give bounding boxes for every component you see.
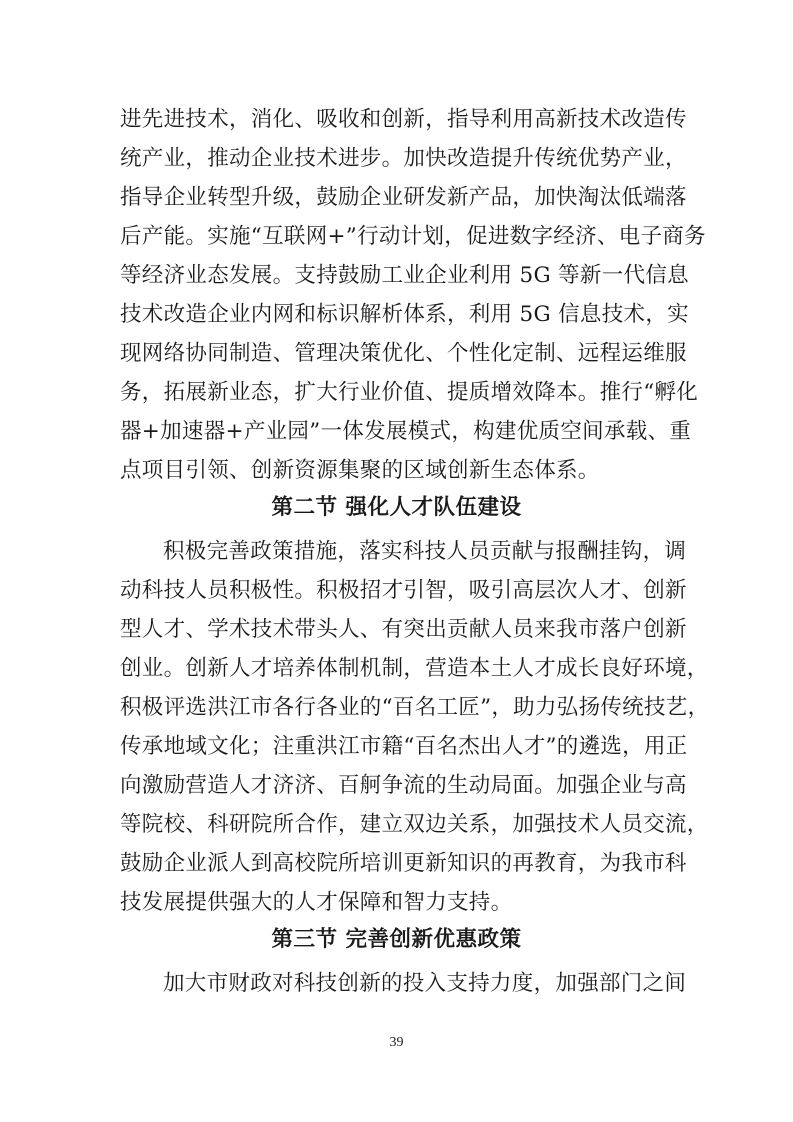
paragraph-line: 创业。创新人才培养体制机制，营造本土人才成长良好环境， xyxy=(120,656,709,681)
paragraph-line: 点项目引领、创新资源集聚的区域创新生态体系。 xyxy=(120,458,600,483)
paragraph-line: 积极评选洪江市各行各业的“百名工匠”，助力弘扬传统技艺， xyxy=(120,695,710,720)
paragraph-line: 向激励营造人才济济、百舸争流的生动局面。加强企业与高 xyxy=(120,773,687,798)
paragraph-line: 指导企业转型升级，鼓励企业研发新产品，加快淘汰低端落 xyxy=(120,185,687,210)
paragraph-line: 器+加速器+产业园”一体发展模式，构建优质空间承载、重 xyxy=(120,419,692,444)
paragraph-line: 型人才、学术技术带头人、有突出贡献人员来我市落户创新 xyxy=(120,617,687,642)
paragraph-line: 统产业，推动企业技术进步。加快改造提升传统优势产业， xyxy=(120,146,687,171)
paragraph-line: 后产能。实施“互联网+”行动计划，促进数字经济、电子商务 xyxy=(120,224,706,249)
paragraph-line: 加大市财政对科技创新的投入支持力度，加强部门之间 xyxy=(163,971,687,996)
paragraph-line: 积极完善政策措施，落实科技人员贡献与报酬挂钩，调 xyxy=(163,539,687,564)
section-heading: 第三节 完善创新优惠政策 xyxy=(271,927,522,952)
paragraph-line: 技发展提供强大的人才保障和智力支持。 xyxy=(120,890,513,915)
paragraph-line: 现网络协同制造、管理决策优化、个性化定制、远程运维服 xyxy=(120,341,687,366)
paragraph-line: 进先进技术，消化、吸收和创新，指导利用高新技术改造传 xyxy=(120,107,687,132)
paragraph-line: 动科技人员积极性。积极招才引智，吸引高层次人才、创新 xyxy=(120,578,687,603)
page-number: 39 xyxy=(389,1035,404,1050)
section-heading: 第二节 强化人才队伍建设 xyxy=(271,495,522,520)
paragraph-line: 等院校、科研院所合作，建立双边关系，加强技术人员交流， xyxy=(120,812,709,837)
paragraph-line: 务，拓展新业态，扩大行业价值、提质增效降本。推行“孵化 xyxy=(120,380,699,405)
paragraph-line: 等经济业态发展。支持鼓励工业企业利用 5G 等新一代信息 xyxy=(120,263,689,288)
paragraph-line: 鼓励企业派人到高校院所培训更新知识的再教育，为我市科 xyxy=(120,851,687,876)
paragraph-line: 技术改造企业内网和标识解析体系，利用 5G 信息技术，实 xyxy=(120,302,689,327)
paragraph-line: 传承地域文化；注重洪江市籍“百名杰出人才”的遴选，用正 xyxy=(120,734,688,759)
